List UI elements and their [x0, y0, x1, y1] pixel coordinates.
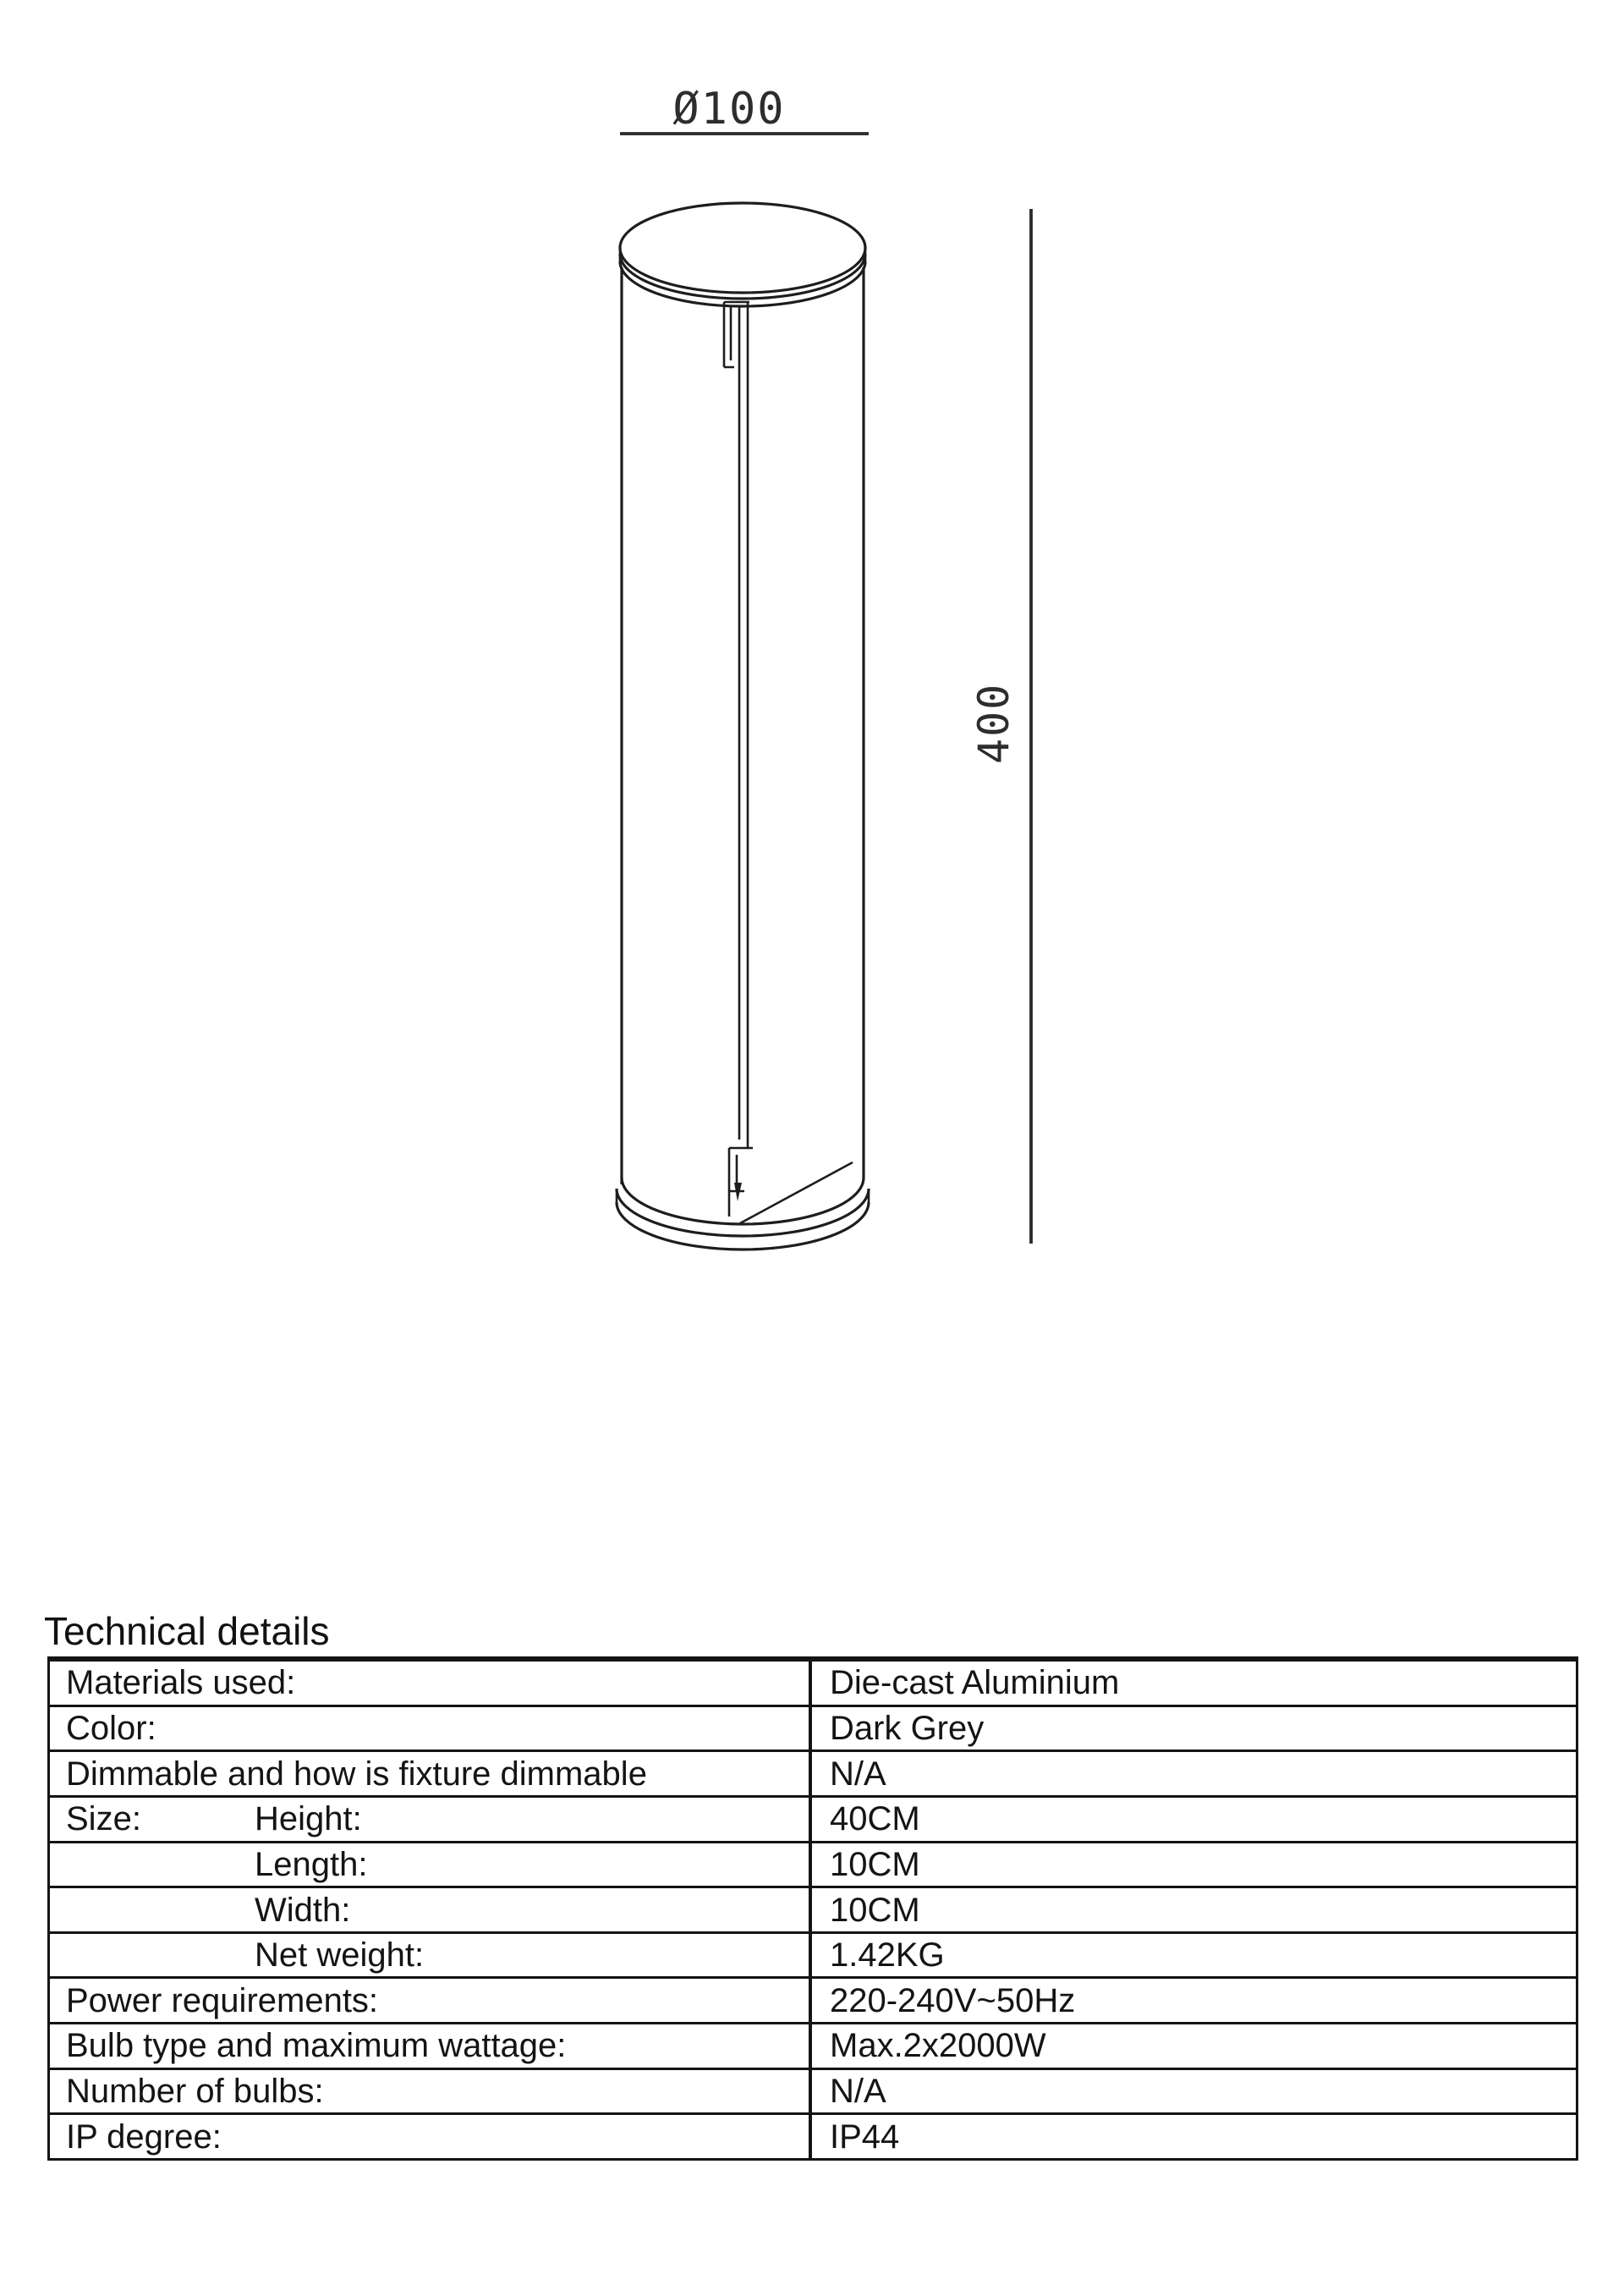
row-label: Dimmable and how is fixture dimmable	[66, 1755, 647, 1793]
seam-top-notch	[724, 302, 749, 367]
table-row-width	[50, 1886, 1576, 1931]
table-row-size-height	[50, 1795, 1576, 1841]
table-row-color	[50, 1705, 1576, 1750]
diameter-dimension-label: Ø100	[672, 84, 786, 135]
table-row-bulb-type	[50, 2022, 1576, 2068]
spec-table	[47, 1656, 1578, 2161]
cylinder-sides	[622, 267, 864, 1184]
row-value: Die-cast Aluminium	[830, 1664, 1120, 1702]
row-sublabel: Width:	[255, 1891, 351, 1929]
row-label: Color:	[66, 1709, 156, 1747]
row-sublabel: Height:	[255, 1800, 362, 1838]
table-row-dimmable	[50, 1749, 1576, 1795]
cylinder-top-cap	[620, 203, 865, 293]
table-row-ip-degree	[50, 2112, 1576, 2158]
table-row-length	[50, 1841, 1576, 1887]
row-value: IP44	[830, 2117, 900, 2156]
row-value: N/A	[830, 2073, 886, 2111]
seam-lines	[739, 302, 748, 1148]
page-title: Technical details	[44, 1609, 330, 1653]
row-sublabel: Length:	[255, 1845, 368, 1883]
table-row-materials	[50, 1659, 1576, 1705]
table-row-power	[50, 1976, 1576, 2022]
row-value: 1.42KG	[830, 1936, 945, 1975]
row-label: Materials used:	[66, 1664, 296, 1702]
row-value: N/A	[830, 1755, 886, 1793]
row-label: Size:	[66, 1800, 141, 1838]
height-dimension	[969, 209, 1031, 1244]
base-plate-top	[617, 1189, 869, 1236]
row-label: Power requirements:	[66, 1981, 379, 2019]
row-value: Max.2x2000W	[830, 2027, 1046, 2065]
diameter-dimension	[620, 84, 869, 135]
height-dimension-label: 400	[969, 682, 1018, 765]
cylinder-seam-detail	[724, 302, 853, 1223]
row-label: Number of bulbs:	[66, 2073, 324, 2111]
seam-bottom-notch	[729, 1148, 753, 1217]
row-value: Dark Grey	[830, 1709, 985, 1747]
cylinder-bottom-edge	[622, 1178, 864, 1224]
row-value: 10CM	[830, 1845, 920, 1883]
table-row-bulb-count	[50, 2068, 1576, 2113]
row-value: 10CM	[830, 1891, 920, 1929]
base-diagonal-edge	[740, 1162, 853, 1223]
table-row-net-weight	[50, 1931, 1576, 1977]
row-label: IP degree:	[66, 2117, 222, 2156]
cylinder-outline	[617, 203, 869, 1250]
row-value: 220-240V~50Hz	[830, 1981, 1076, 2019]
row-sublabel: Net weight:	[255, 1936, 425, 1975]
row-value: 40CM	[830, 1800, 920, 1838]
cylinder-rim-edges	[620, 248, 865, 261]
row-label: Bulb type and maximum wattage:	[66, 2027, 567, 2065]
